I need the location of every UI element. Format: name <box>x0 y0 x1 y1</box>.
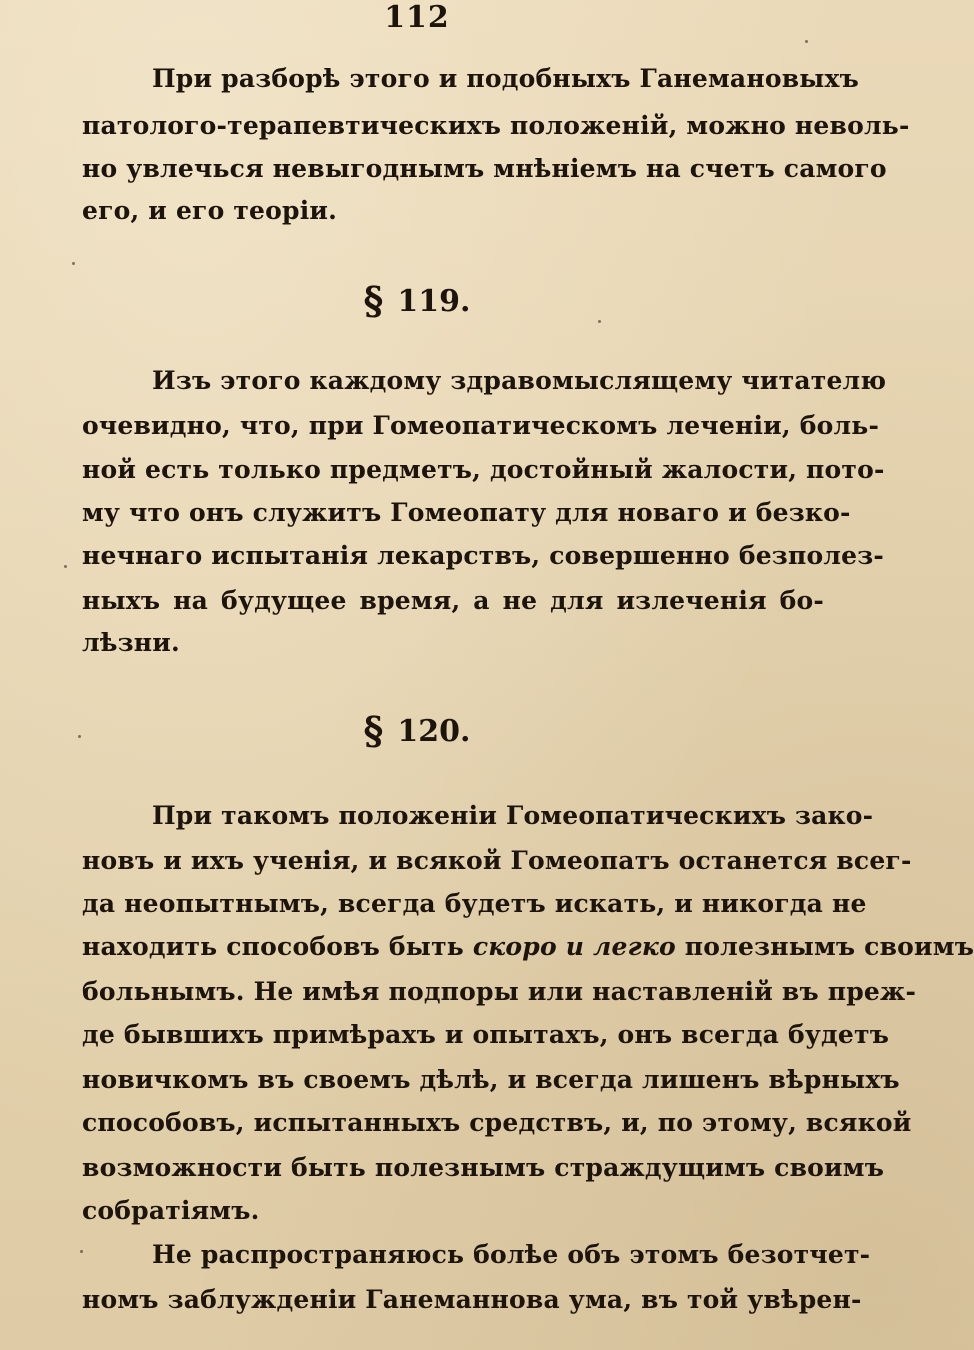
section-heading-120 <box>0 708 834 753</box>
text-line: патолого-терапевтическихъ положеній, можно неволь- <box>82 111 910 140</box>
text-line: му что онъ служитъ Гомеопату для новаго и безко- <box>82 498 851 527</box>
text-line: При разборѣ этого и подобныхъ Ганемановыхъ <box>152 64 860 93</box>
text-line: больнымъ. Не имѣя подпоры или наставленій въ преж- <box>82 977 917 1006</box>
text-line: При такомъ положеніи Гомеопатическихъ зако- <box>152 801 874 830</box>
text-line-with-emphasis <box>82 932 974 962</box>
section-heading-119 <box>0 278 834 323</box>
text-line: очевидно, что, при Гомеопатическомъ леченіи, боль- <box>82 411 880 440</box>
emphasized-text: скоро и легко <box>472 932 676 961</box>
text-line: Не распространяюсь болѣе объ этомъ безотчет- <box>152 1240 871 1269</box>
text-line: собратіямъ. <box>82 1196 260 1225</box>
section-sign: § <box>363 708 384 753</box>
text-segment: полезнымъ своимъ <box>684 932 974 961</box>
text-line: возможности быть полезнымъ страждущимъ своимъ <box>82 1153 885 1182</box>
text-line: ной есть только предметъ, достойный жалости, пото- <box>82 455 885 484</box>
text-line: новичкомъ въ своемъ дѣлѣ, и всегда лишенъ вѣрныхъ <box>82 1065 900 1094</box>
text-line: его, и его теоріи. <box>82 196 338 225</box>
section-number: 119. <box>397 284 471 319</box>
paper-speck <box>80 1250 83 1253</box>
paper-speck <box>805 40 808 43</box>
text-line: ныхъ на будущее время, а не для излеченія бо- <box>82 586 824 615</box>
text-line: способовъ, испытанныхъ средствъ, и, по этому, всякой <box>82 1108 912 1137</box>
section-number: 120. <box>397 714 471 749</box>
paper-speck <box>72 262 75 265</box>
text-line: нечнаго испытанія лекарствъ, совершенно безполез- <box>82 541 884 570</box>
text-line: но увлечься невыгоднымъ мнѣніемъ на счетъ самого <box>82 154 887 183</box>
text-line: номъ заблужденіи Ганеманнова ума, въ той увѣрен- <box>82 1285 862 1314</box>
text-line: Изъ этого каждому здравомыслящему читателю <box>152 366 887 395</box>
paper-speck <box>78 735 81 738</box>
text-line: да неопытнымъ, всегда будетъ искать, и никогда не <box>82 889 867 918</box>
text-line: новъ и ихъ ученія, и всякой Гомеопатъ останется всег- <box>82 846 912 875</box>
text-line: де бывшихъ примѣрахъ и опытахъ, онъ всегда будетъ <box>82 1020 890 1049</box>
paper-speck <box>598 320 601 323</box>
text-segment: находить способовъ быть <box>82 932 464 961</box>
paper-speck <box>64 565 67 568</box>
text-line: лѣзни. <box>82 628 180 657</box>
page-number: 112 <box>384 0 450 35</box>
section-sign: § <box>363 278 384 323</box>
